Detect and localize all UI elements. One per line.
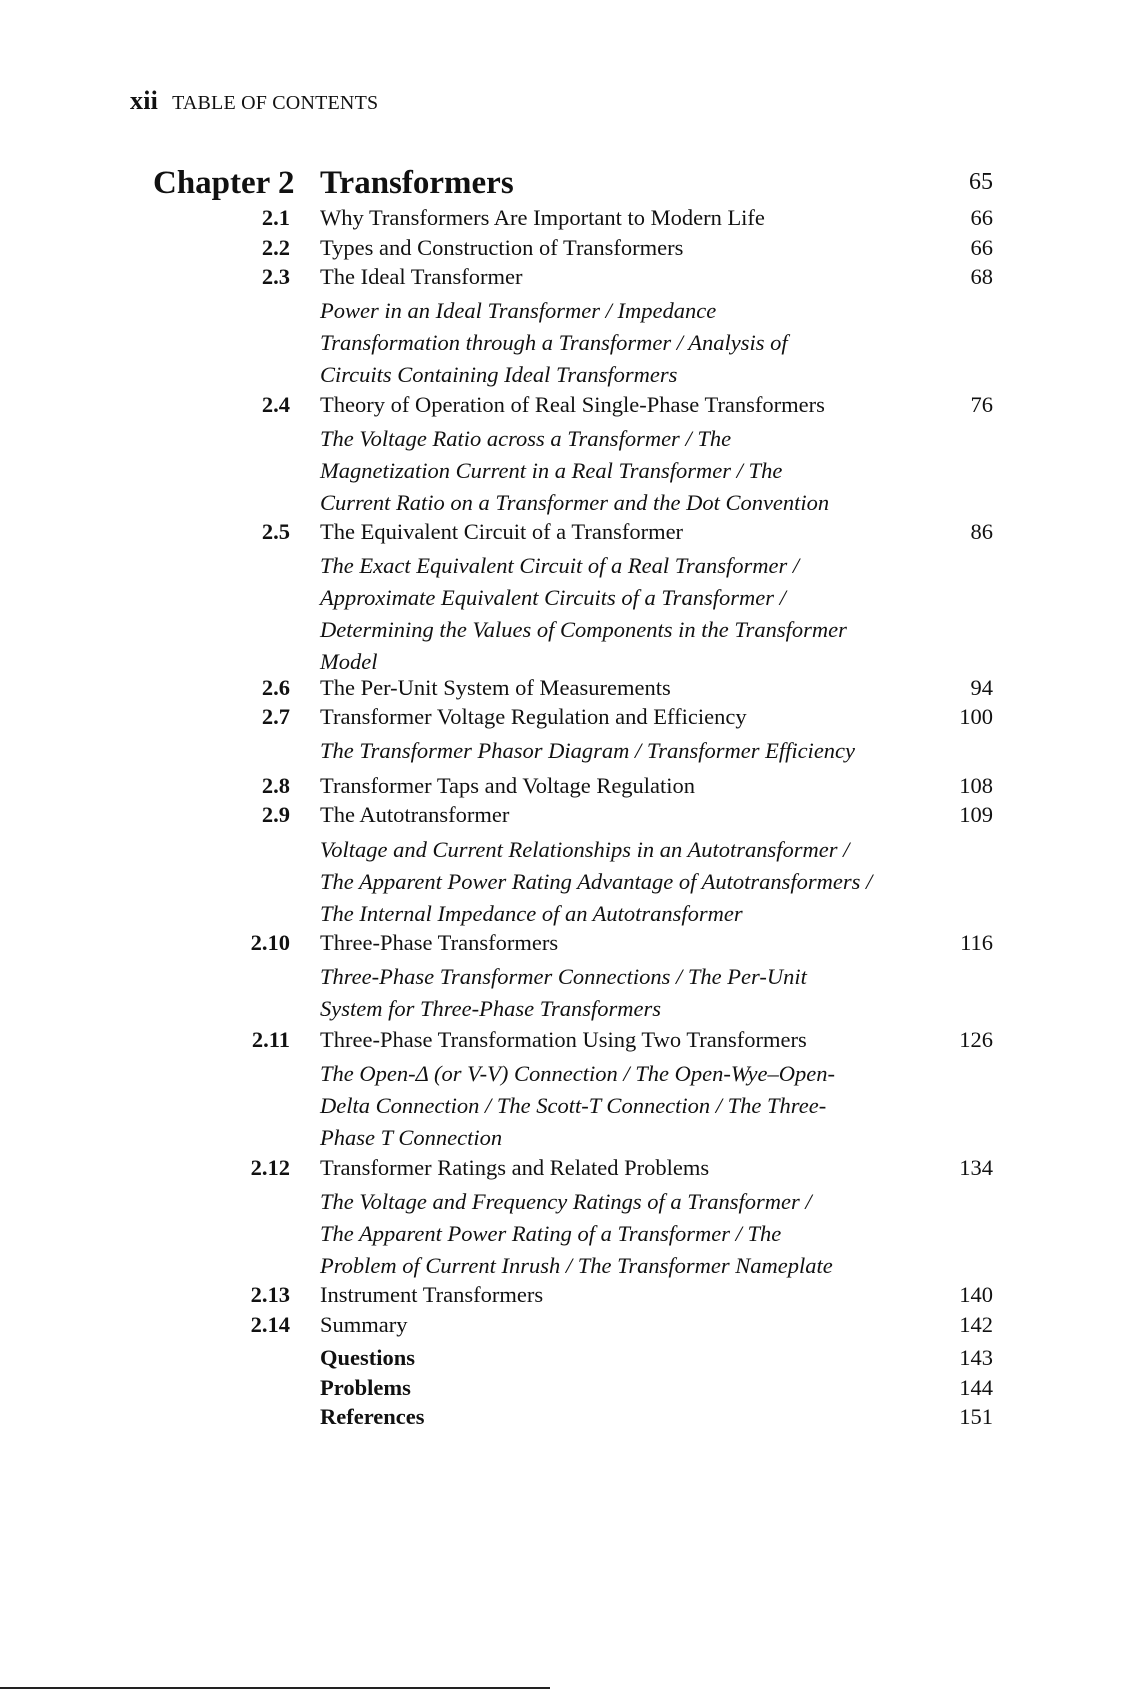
section-page: 86 <box>970 519 993 544</box>
toc-entry <box>0 799 1139 831</box>
section-page: 126 <box>959 1027 993 1052</box>
section-title: Questions <box>320 1345 416 1370</box>
section-title: Three-Phase Transformers <box>320 930 559 955</box>
subsection-line: Magnetization Current in a Real Transformer / The <box>320 458 783 483</box>
subsection-line: Delta Connection / The Scott-T Connection / The Three- <box>320 1093 827 1118</box>
section-page: 66 <box>970 205 993 230</box>
toc-entry <box>0 261 1139 293</box>
toc-entry <box>0 1309 1139 1341</box>
section-title: The Ideal Transformer <box>320 264 523 289</box>
subsection-line: Transformation through a Transformer / Analysis of <box>320 330 788 355</box>
subsection-line: The Transformer Phasor Diagram / Transformer Efficiency <box>320 738 856 763</box>
toc-entry <box>0 701 1139 733</box>
subsection-line: Approximate Equivalent Circuits of a Transformer / <box>320 585 786 610</box>
section-page: 144 <box>959 1375 993 1400</box>
subsection-list <box>320 735 960 767</box>
section-title: The Autotransformer <box>320 802 510 827</box>
chapter-number: Chapter 2 <box>153 165 295 201</box>
section-page: 108 <box>959 773 993 798</box>
subsection-line: Problem of Current Inrush / The Transformer Nameplate <box>320 1253 833 1278</box>
toc-entry <box>0 1152 1139 1184</box>
subsection-list <box>320 1058 960 1154</box>
subsection-list <box>320 550 960 678</box>
subsection-line: The Voltage and Frequency Ratings of a Transformer / <box>320 1189 812 1214</box>
section-title: Transformer Taps and Voltage Regulation <box>320 773 696 798</box>
section-title: Theory of Operation of Real Single-Phase Transformers <box>320 392 825 417</box>
section-title: Three-Phase Transformation Using Two Transformers <box>320 1027 807 1052</box>
section-page: 142 <box>959 1312 993 1337</box>
section-page: 94 <box>970 675 993 700</box>
section-number: 2.9 <box>261 802 290 827</box>
subsection-line: The Exact Equivalent Circuit of a Real Transformer / <box>320 553 800 578</box>
subsection-list <box>320 423 960 519</box>
section-title: References <box>320 1404 425 1429</box>
running-head <box>130 86 378 116</box>
subsection-list <box>320 295 960 391</box>
toc-entry <box>0 1372 1139 1404</box>
section-page: 76 <box>970 392 993 417</box>
section-number: 2.3 <box>261 264 290 289</box>
subsection-list <box>320 834 960 930</box>
toc-entry <box>0 1401 1139 1433</box>
subsection-line: System for Three-Phase Transformers <box>320 996 662 1021</box>
section-number: 2.7 <box>261 704 290 729</box>
subsection-list <box>320 961 960 1025</box>
section-title: Summary <box>320 1312 408 1337</box>
subsection-line: Determining the Values of Components in the Transformer <box>320 617 847 642</box>
section-page: 140 <box>959 1282 993 1307</box>
subsection-line: Current Ratio on a Transformer and the Dot Convention <box>320 490 830 515</box>
section-title: Transformer Ratings and Related Problems <box>320 1155 710 1180</box>
toc-entry <box>0 232 1139 264</box>
section-number: 2.11 <box>251 1027 290 1052</box>
subsection-line: The Apparent Power Rating of a Transformer / The <box>320 1221 782 1246</box>
subsection-line: Three-Phase Transformer Connections / The Per-Unit <box>320 964 807 989</box>
section-number: 2.6 <box>261 675 290 700</box>
section-number: 2.10 <box>250 930 290 955</box>
toc-entry <box>0 927 1139 959</box>
section-page: 134 <box>959 1155 993 1180</box>
running-head-label: TABLE OF CONTENTS <box>172 92 379 114</box>
subsection-line: Model <box>320 649 378 674</box>
section-page: 68 <box>970 264 993 289</box>
section-page: 100 <box>959 704 993 729</box>
subsection-list <box>320 1186 960 1282</box>
subsection-line: Power in an Ideal Transformer / Impedance <box>320 298 717 323</box>
section-number: 2.14 <box>250 1312 290 1337</box>
section-number: 2.4 <box>261 392 290 417</box>
section-number: 2.1 <box>261 205 290 230</box>
section-number: 2.8 <box>261 773 290 798</box>
bottom-rule <box>0 1687 550 1689</box>
section-title: Why Transformers Are Important to Modern Life <box>320 205 765 230</box>
section-title: Types and Construction of Transformers <box>320 235 684 260</box>
section-page: 151 <box>959 1404 993 1429</box>
subsection-line: The Voltage Ratio across a Transformer / The <box>320 426 732 451</box>
toc-entry <box>0 1342 1139 1374</box>
subsection-line: The Apparent Power Rating Advantage of Autotransformers / <box>320 869 873 894</box>
subsection-line: The Internal Impedance of an Autotransformer <box>320 901 743 926</box>
section-page: 116 <box>960 930 993 955</box>
toc-entry <box>0 389 1139 421</box>
chapter-page: 65 <box>969 169 993 195</box>
toc-entry <box>0 672 1139 704</box>
page-number: xii <box>130 86 159 115</box>
subsection-line: Phase T Connection <box>320 1125 503 1150</box>
section-title: Instrument Transformers <box>320 1282 544 1307</box>
section-number: 2.12 <box>250 1155 290 1180</box>
section-number: 2.2 <box>261 235 290 260</box>
section-title: Transformer Voltage Regulation and Efficiency <box>320 704 747 729</box>
subsection-line: Circuits Containing Ideal Transformers <box>320 362 678 387</box>
section-title: The Equivalent Circuit of a Transformer <box>320 519 684 544</box>
section-title: Problems <box>320 1375 411 1400</box>
section-page: 143 <box>959 1345 993 1370</box>
section-number: 2.13 <box>250 1282 290 1307</box>
toc-entry <box>0 770 1139 802</box>
section-page: 109 <box>959 802 993 827</box>
subsection-line: Voltage and Current Relationships in an Autotransformer / <box>320 837 850 862</box>
chapter-title: Transformers <box>320 165 514 201</box>
section-page: 66 <box>970 235 993 260</box>
section-number: 2.5 <box>261 519 290 544</box>
subsection-line: The Open-Δ (or V-V) Connection / The Open-Wye–Open- <box>320 1061 835 1086</box>
toc-entry <box>0 1279 1139 1311</box>
toc-entry <box>0 1024 1139 1056</box>
section-title: The Per-Unit System of Measurements <box>320 675 671 700</box>
toc-entry <box>0 516 1139 548</box>
toc-entry <box>0 202 1139 234</box>
